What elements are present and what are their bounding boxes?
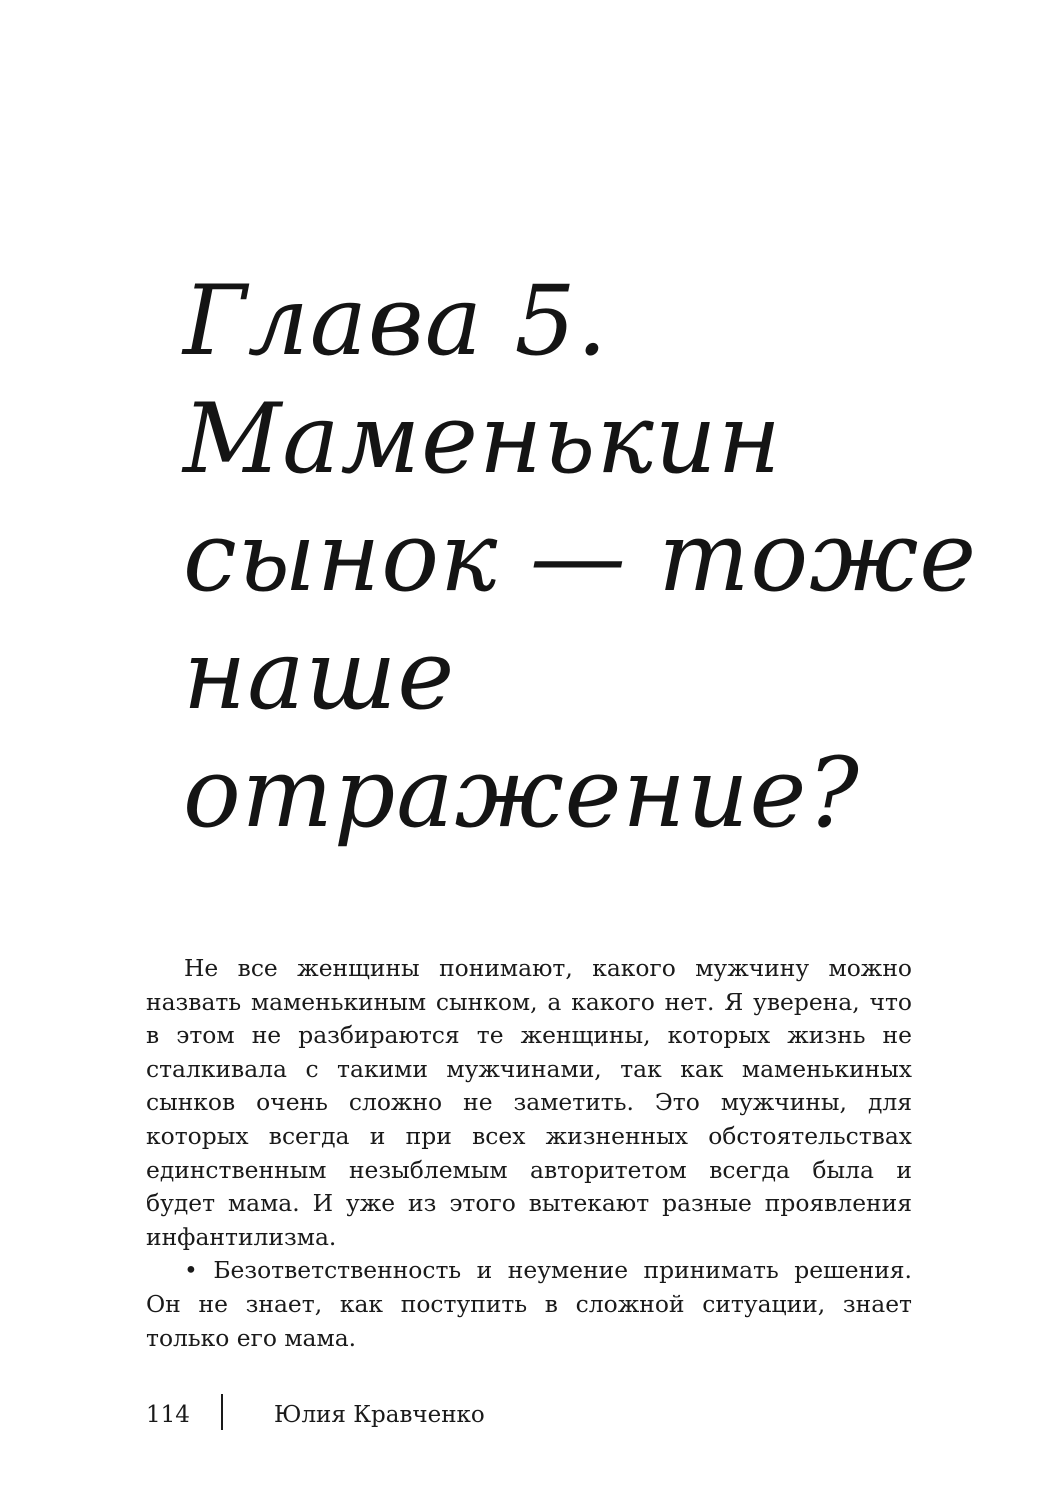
chapter-title-line: Маменькин	[183, 383, 782, 495]
chapter-title-line: отражение?	[183, 737, 860, 849]
chapter-title-line: Глава 5.	[183, 265, 609, 377]
chapter-title-line: наше	[183, 619, 456, 731]
body-paragraph: Не все женщины понимают, какого мужчину можно назвать маменькиным сынком, а какого нет. Я уверена, что в этом не разбираются те женщины, которых жизнь не сталкивала с такими мужчинами, так как маменькиных сынков очень сложно не заметить. Это мужчины, для которых всегда и при всех жизненных обстоятельствах единственным незыблемым авторитетом всегда была и будет мама. И уже из этого вытекают разные проявления инфантилизма.	[146, 954, 912, 1251]
author-name: Юлия Кравченко	[274, 1402, 485, 1428]
body-text	[146, 952, 912, 1355]
footer-divider	[221, 1394, 223, 1430]
body-paragraph-bullet: • Безответственность и неумение принимать решения. Он не знает, как поступить в сложной ситуации, знает только его мама.	[146, 1256, 912, 1352]
page-number: 114	[146, 1402, 190, 1428]
chapter-title-line: сынок — тоже	[183, 501, 978, 613]
chapter-title	[183, 262, 978, 852]
